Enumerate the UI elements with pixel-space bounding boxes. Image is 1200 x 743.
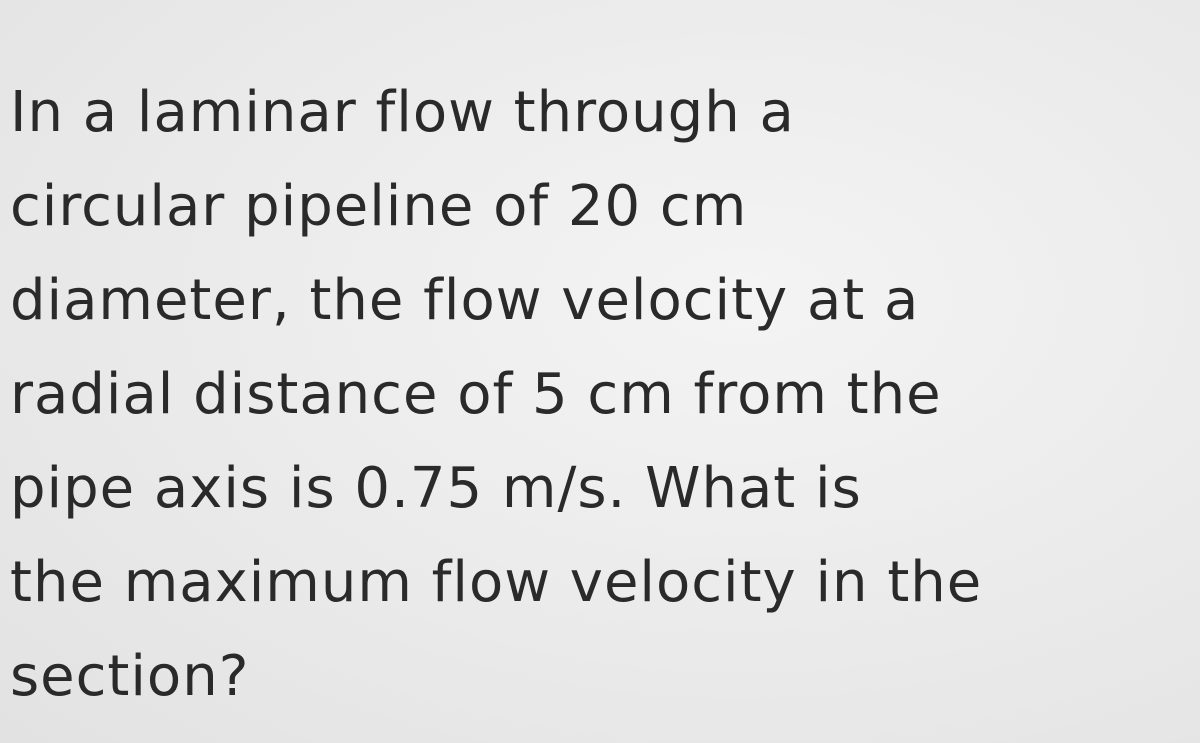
question-line: section?	[10, 644, 250, 709]
question-line: radial distance of 5 cm from the	[10, 362, 942, 427]
question-line: In a laminar flow through a	[10, 80, 795, 145]
question-line: pipe axis is 0.75 m/s. What is	[10, 456, 862, 521]
question-line: diameter, the flow velocity at a	[10, 268, 920, 333]
question-line: the maximum flow velocity in the	[10, 550, 983, 615]
question-text	[10, 66, 1195, 724]
question-line: circular pipeline of 20 cm	[10, 174, 748, 239]
